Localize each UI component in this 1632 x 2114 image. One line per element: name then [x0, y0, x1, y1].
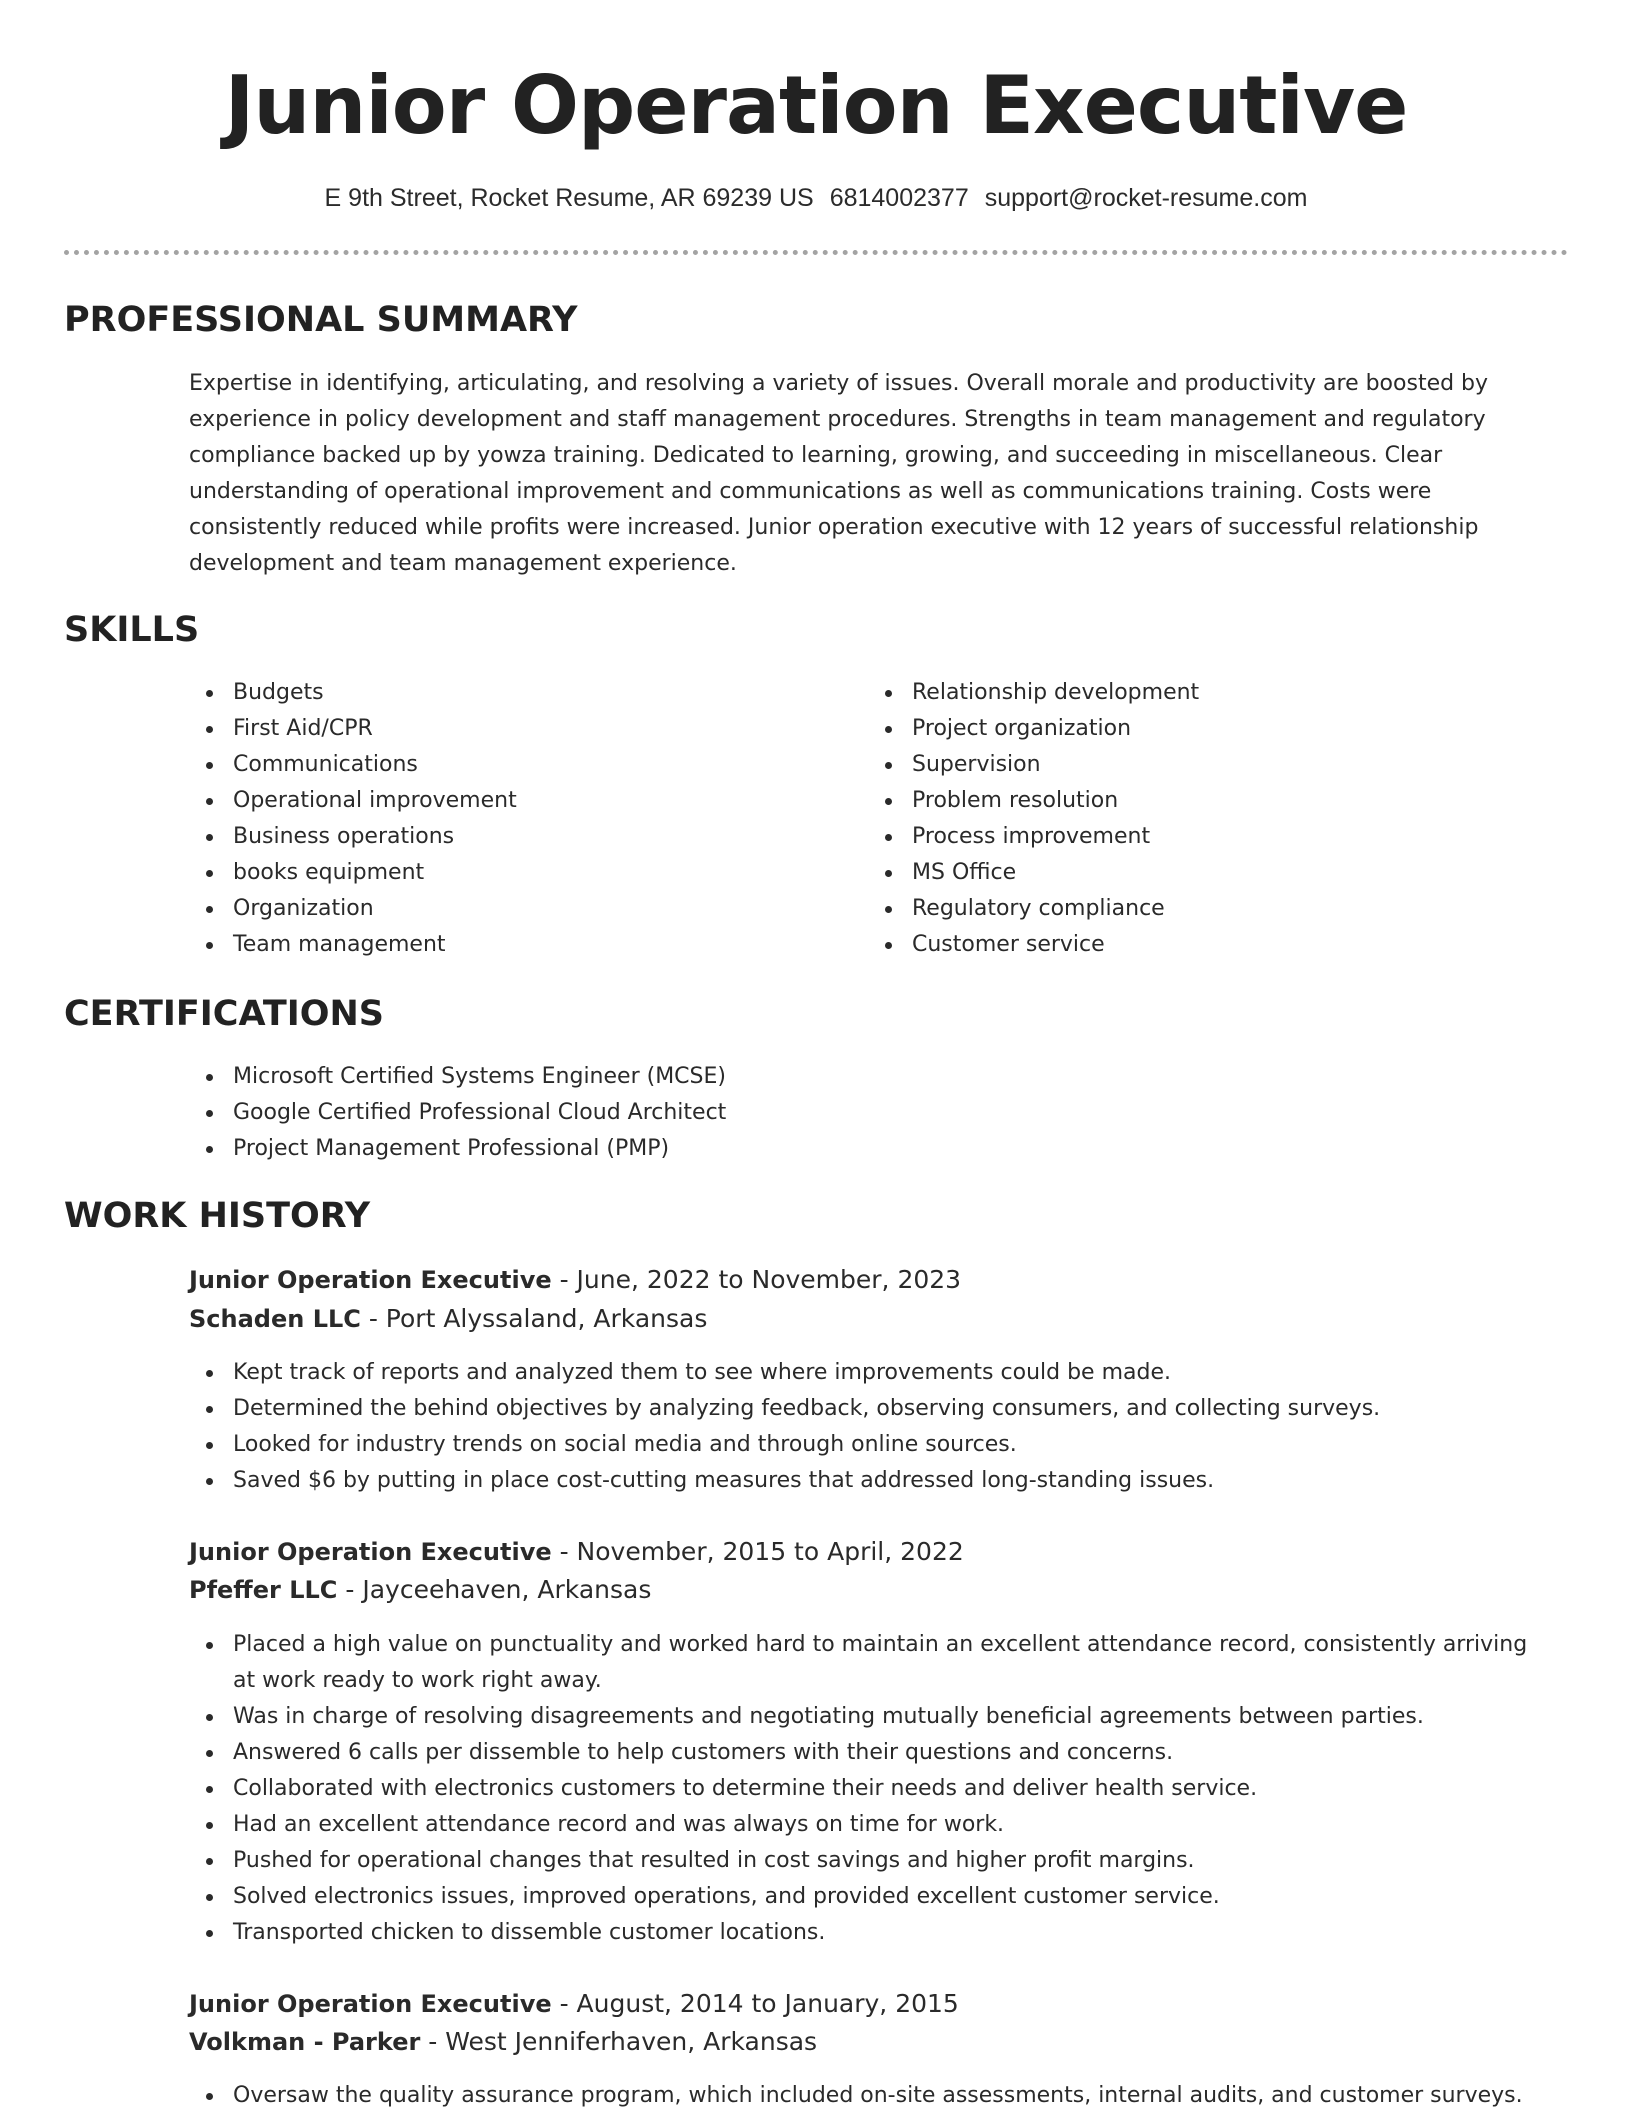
- job-location: - West Jenniferhaven, Arkansas: [420, 2027, 818, 2056]
- job-bullet: Solved electronics issues, improved operations, and provided excellent customer service.: [189, 1879, 1549, 1915]
- job-company: Pfeffer LLC: [189, 1576, 338, 1604]
- job-bullets: [189, 1355, 1549, 1499]
- job-bullet: Transported chicken to dissemble customer locations.: [189, 1915, 1549, 1951]
- job-bullets: [189, 2078, 1549, 2114]
- job-title: Junior Operation Executive: [189, 1990, 552, 2018]
- job-location: - Jayceehaven, Arkansas: [337, 1575, 652, 1604]
- job-bullet: Had an excellent attendance record and was always on time for work.: [189, 1807, 1549, 1843]
- contact-line: [0, 178, 1632, 218]
- certifications-heading: CERTIFICATIONS: [64, 994, 385, 1034]
- job-bullet: Looked for industry trends on social media and through online sources.: [189, 1427, 1549, 1463]
- skill-item: Organization: [189, 891, 789, 927]
- skill-item: Relationship development: [868, 675, 1508, 711]
- skills-heading: SKILLS: [64, 610, 200, 650]
- skill-item: Operational improvement: [189, 783, 789, 819]
- skill-item: Team management: [189, 927, 789, 963]
- skill-item: Business operations: [189, 819, 789, 855]
- job-bullet: Collaborated with electronics customers to determine their needs and deliver health service.: [189, 1771, 1549, 1807]
- skill-item: Regulatory compliance: [868, 891, 1508, 927]
- job-bullet: Answered 6 calls per dissemble to help customers with their questions and concerns.: [189, 1735, 1549, 1771]
- skill-item: Budgets: [189, 675, 789, 711]
- job-bullet: Determined the behind objectives by analyzing feedback, observing consumers, and collecting surveys.: [189, 1391, 1549, 1427]
- job-bullet: Kept track of reports and analyzed them to see where improvements could be made.: [189, 1355, 1549, 1391]
- skill-item: Project organization: [868, 711, 1508, 747]
- job-title-line: [189, 1534, 964, 1570]
- skill-item: MS Office: [868, 855, 1508, 891]
- summary-heading: PROFESSIONAL SUMMARY: [64, 300, 578, 340]
- skill-item: Process improvement: [868, 819, 1508, 855]
- job-dates: - November, 2015 to April, 2022: [551, 1537, 964, 1566]
- job-company: Schaden LLC: [189, 1305, 361, 1333]
- skill-item: Communications: [189, 747, 789, 783]
- job-dates: - June, 2022 to November, 2023: [551, 1265, 962, 1294]
- skills-list-left: [189, 675, 789, 963]
- job-bullet: Pushed for operational changes that resulted in cost savings and higher profit margins.: [189, 1843, 1549, 1879]
- job-title-line: [189, 1986, 959, 2022]
- contact-phone: 6814002377: [829, 184, 969, 212]
- job-company-line: [189, 1572, 651, 1608]
- header-divider: [64, 250, 1568, 255]
- summary-text: Expertise in identifying, articulating, and resolving a variety of issues. Overall morale and productivity are boosted by experience in policy development and staff management procedures. Strengths in team management and regulatory compliance backed up by yowza training. Dedicated to learning, growing, and succeeding in miscellaneous. Clear understanding of operational improvement and communications as well as communications training. Costs were consistently reduced while profits were increased. Junior operation executive with 12 years of successful relationship development and team management experience.: [189, 371, 1489, 576]
- contact-email: support@rocket-resume.com: [984, 184, 1308, 212]
- certification-item: Microsoft Certified Systems Engineer (MCSE): [189, 1059, 1489, 1095]
- certifications-list: [189, 1059, 1489, 1167]
- job-title-line: [189, 1262, 961, 1298]
- contact-address: E 9th Street, Rocket Resume, AR 69239 US: [324, 184, 814, 212]
- job-company: Volkman - Parker: [189, 2028, 421, 2056]
- job-bullet: Saved $6 by putting in place cost-cutting measures that addressed long-standing issues.: [189, 1463, 1549, 1499]
- resume-name: Junior Operation Executive: [224, 59, 1408, 152]
- job-dates: - August, 2014 to January, 2015: [551, 1989, 959, 2018]
- skill-item: First Aid/CPR: [189, 711, 789, 747]
- skill-item: Supervision: [868, 747, 1508, 783]
- certification-item: Project Management Professional (PMP): [189, 1131, 1489, 1167]
- certification-item: Google Certified Professional Cloud Architect: [189, 1095, 1489, 1131]
- job-title: Junior Operation Executive: [189, 1538, 552, 1566]
- skills-list-right: [868, 675, 1508, 963]
- job-title: Junior Operation Executive: [189, 1266, 552, 1294]
- skill-item: books equipment: [189, 855, 789, 891]
- job-company-line: [189, 1301, 707, 1337]
- work-history-heading: WORK HISTORY: [64, 1196, 371, 1236]
- job-bullet: Was in charge of resolving disagreements and negotiating mutually beneficial agreements between parties.: [189, 1699, 1549, 1735]
- skill-item: Problem resolution: [868, 783, 1508, 819]
- job-company-line: [189, 2024, 817, 2060]
- job-bullets: [189, 1627, 1549, 1951]
- job-location: - Port Alyssaland, Arkansas: [360, 1304, 708, 1333]
- job-bullet: Oversaw the quality assurance program, which included on-site assessments, internal audits, and customer surveys.: [189, 2078, 1549, 2114]
- job-bullet: Placed a high value on punctuality and worked hard to maintain an excellent attendance record, consistently arriving at work ready to work right away.: [189, 1627, 1549, 1699]
- skill-item: Customer service: [868, 927, 1508, 963]
